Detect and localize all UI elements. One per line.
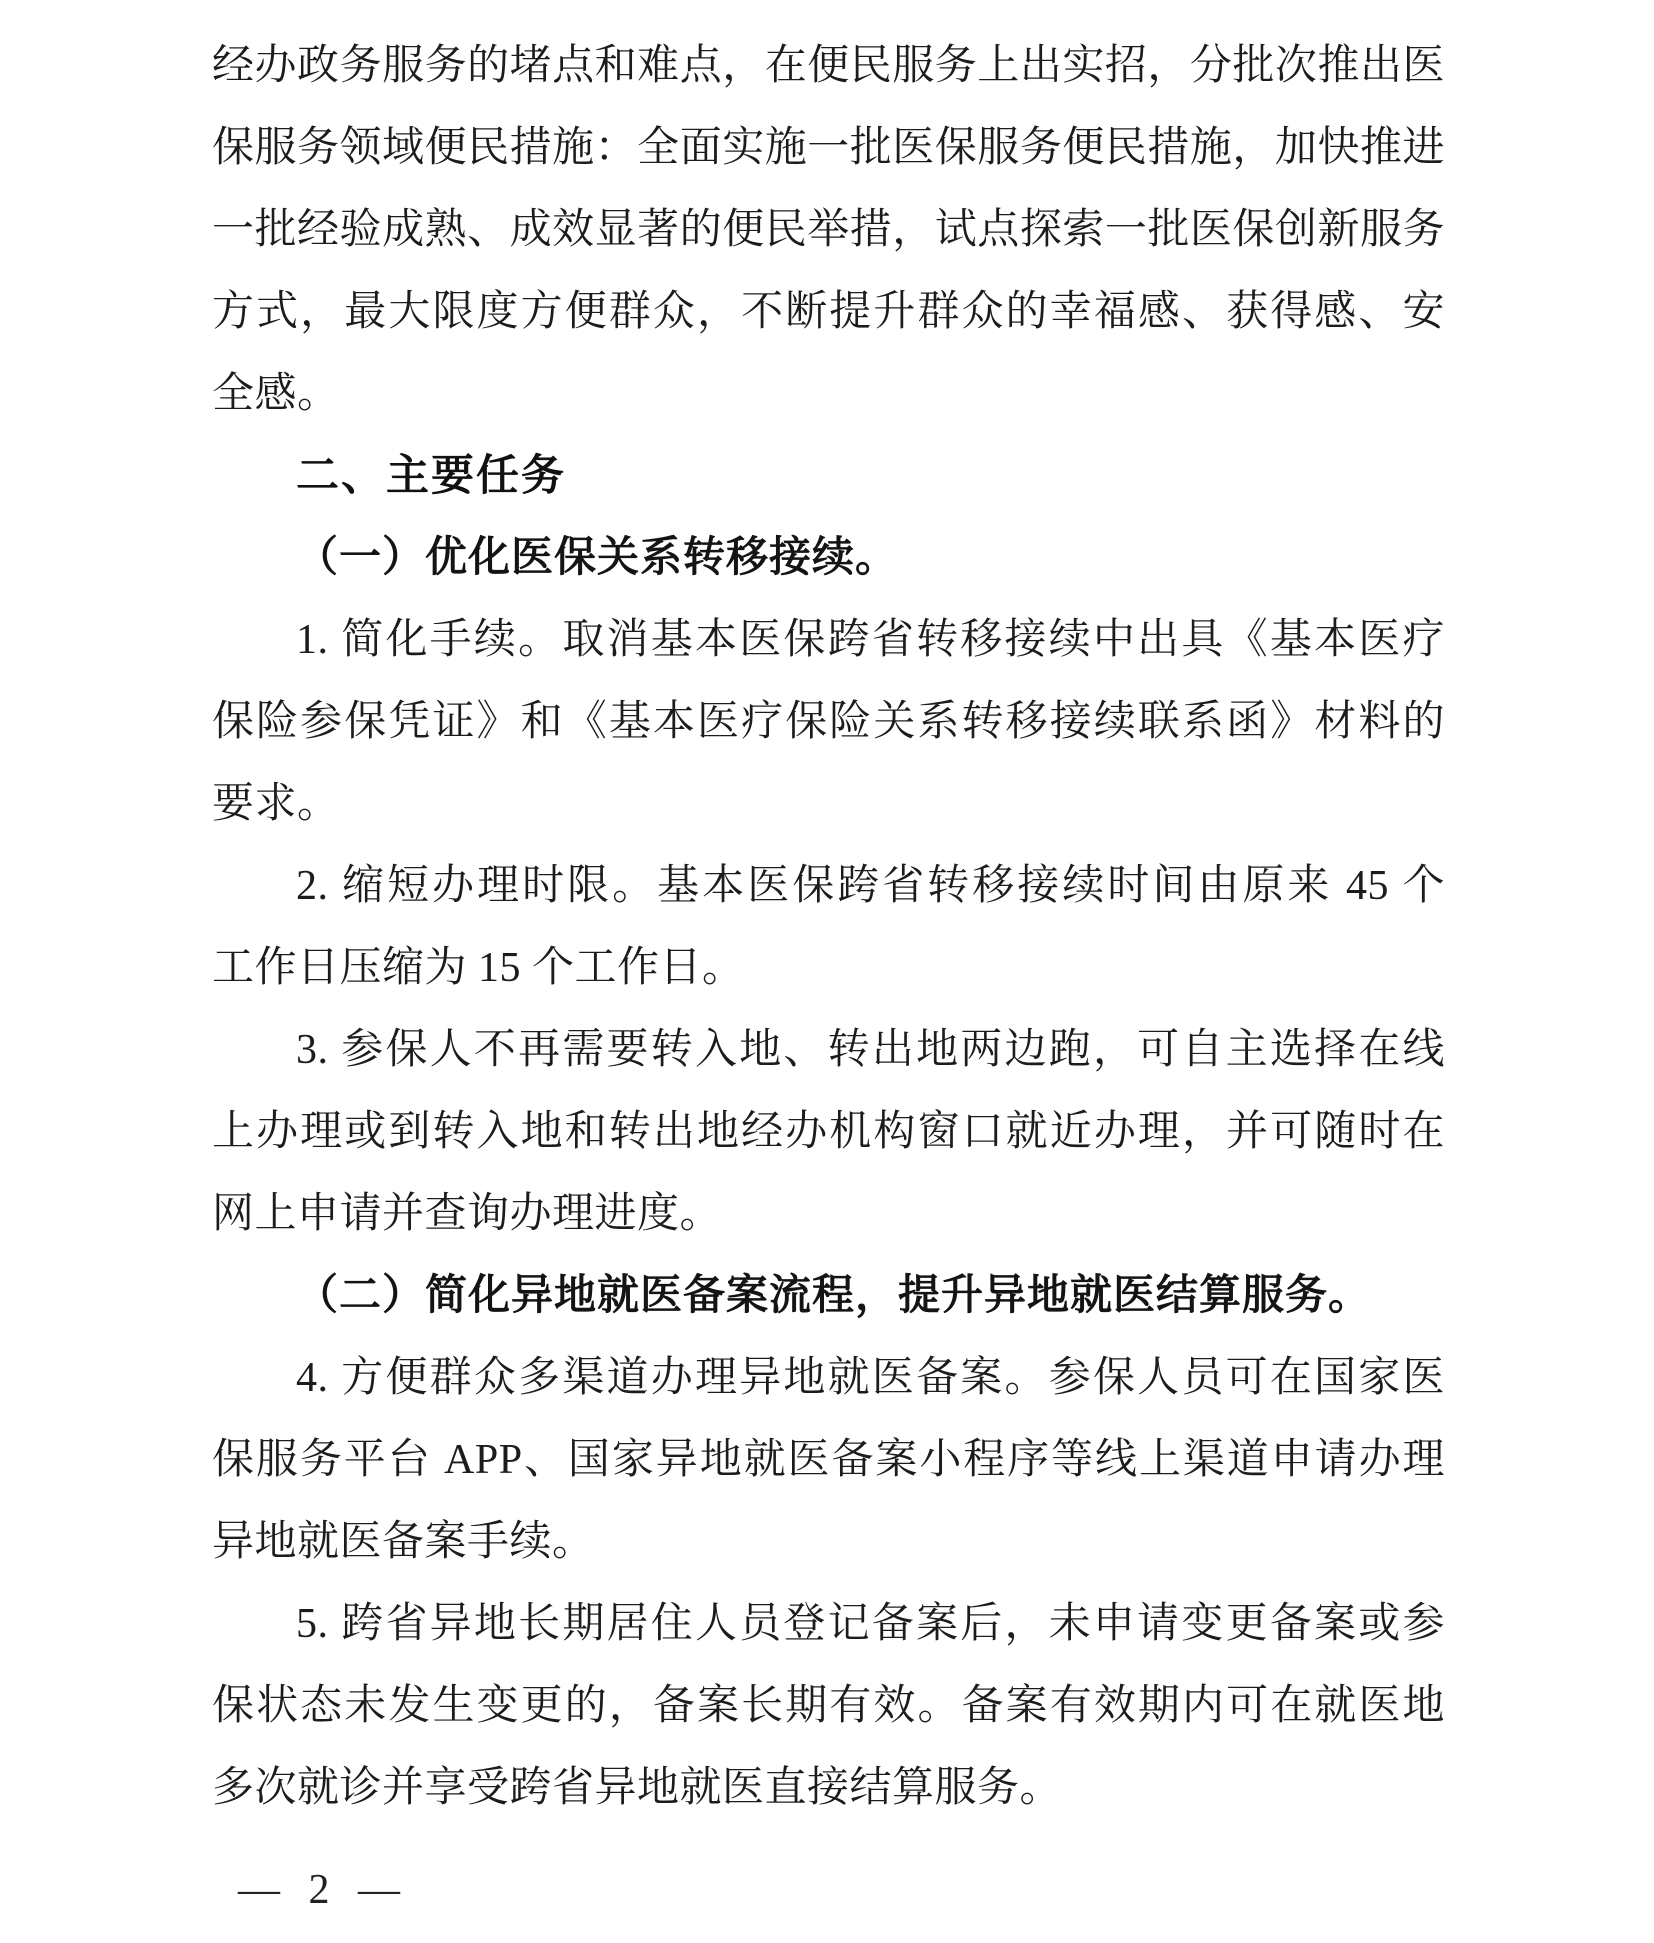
text-line: 保状态未发生变更的，备案长期有效。备案有效期内可在就医地	[212, 1683, 1445, 1729]
text-line: 2. 缩短办理时限。基本医保跨省转移接续时间由原来 45 个	[296, 863, 1445, 909]
subsection-heading-1: （一）优化医保关系转移接续。	[296, 535, 899, 581]
text-line: 工作日压缩为 15 个工作日。	[212, 945, 745, 991]
text-line: 5. 跨省异地长期居住人员登记备案后，未申请变更备案或参	[296, 1601, 1445, 1647]
text-line: 经办政务服务的堵点和难点，在便民服务上出实招，分批次推出医	[212, 43, 1445, 89]
text-line: 保服务领域便民措施：全面实施一批医保服务便民措施，加快推进	[212, 125, 1445, 171]
subsection-heading-2: （二）简化异地就医备案流程，提升异地就医结算服务。	[296, 1273, 1372, 1319]
page-number: — 2 —	[238, 1867, 404, 1913]
document-text-block	[212, 25, 1445, 1829]
text-line: 要求。	[212, 781, 340, 827]
text-line: 4. 方便群众多渠道办理异地就医备案。参保人员可在国家医	[296, 1355, 1445, 1401]
text-line: 保险参保凭证》和《基本医疗保险关系转移接续联系函》材料的	[212, 699, 1445, 745]
section-heading-main-tasks: 二、主要任务	[296, 452, 566, 500]
text-line: 多次就诊并享受跨省异地就医直接结算服务。	[212, 1765, 1063, 1811]
text-line: 全感。	[212, 371, 340, 417]
text-line: 上办理或到转入地和转出地经办机构窗口就近办理，并可随时在	[212, 1109, 1445, 1155]
text-line: 保服务平台 APP、国家异地就医备案小程序等线上渠道申请办理	[212, 1437, 1445, 1483]
text-line: 1. 简化手续。取消基本医保跨省转移接续中出具《基本医疗	[296, 617, 1445, 663]
text-line: 网上申请并查询办理进度。	[212, 1191, 723, 1237]
text-line: 3. 参保人不再需要转入地、转出地两边跑，可自主选择在线	[296, 1027, 1445, 1073]
text-line: 异地就医备案手续。	[212, 1519, 595, 1565]
text-line: 一批经验成熟、成效显著的便民举措，试点探索一批医保创新服务	[212, 207, 1445, 253]
text-line: 方式，最大限度方便群众，不断提升群众的幸福感、获得感、安	[212, 289, 1445, 335]
